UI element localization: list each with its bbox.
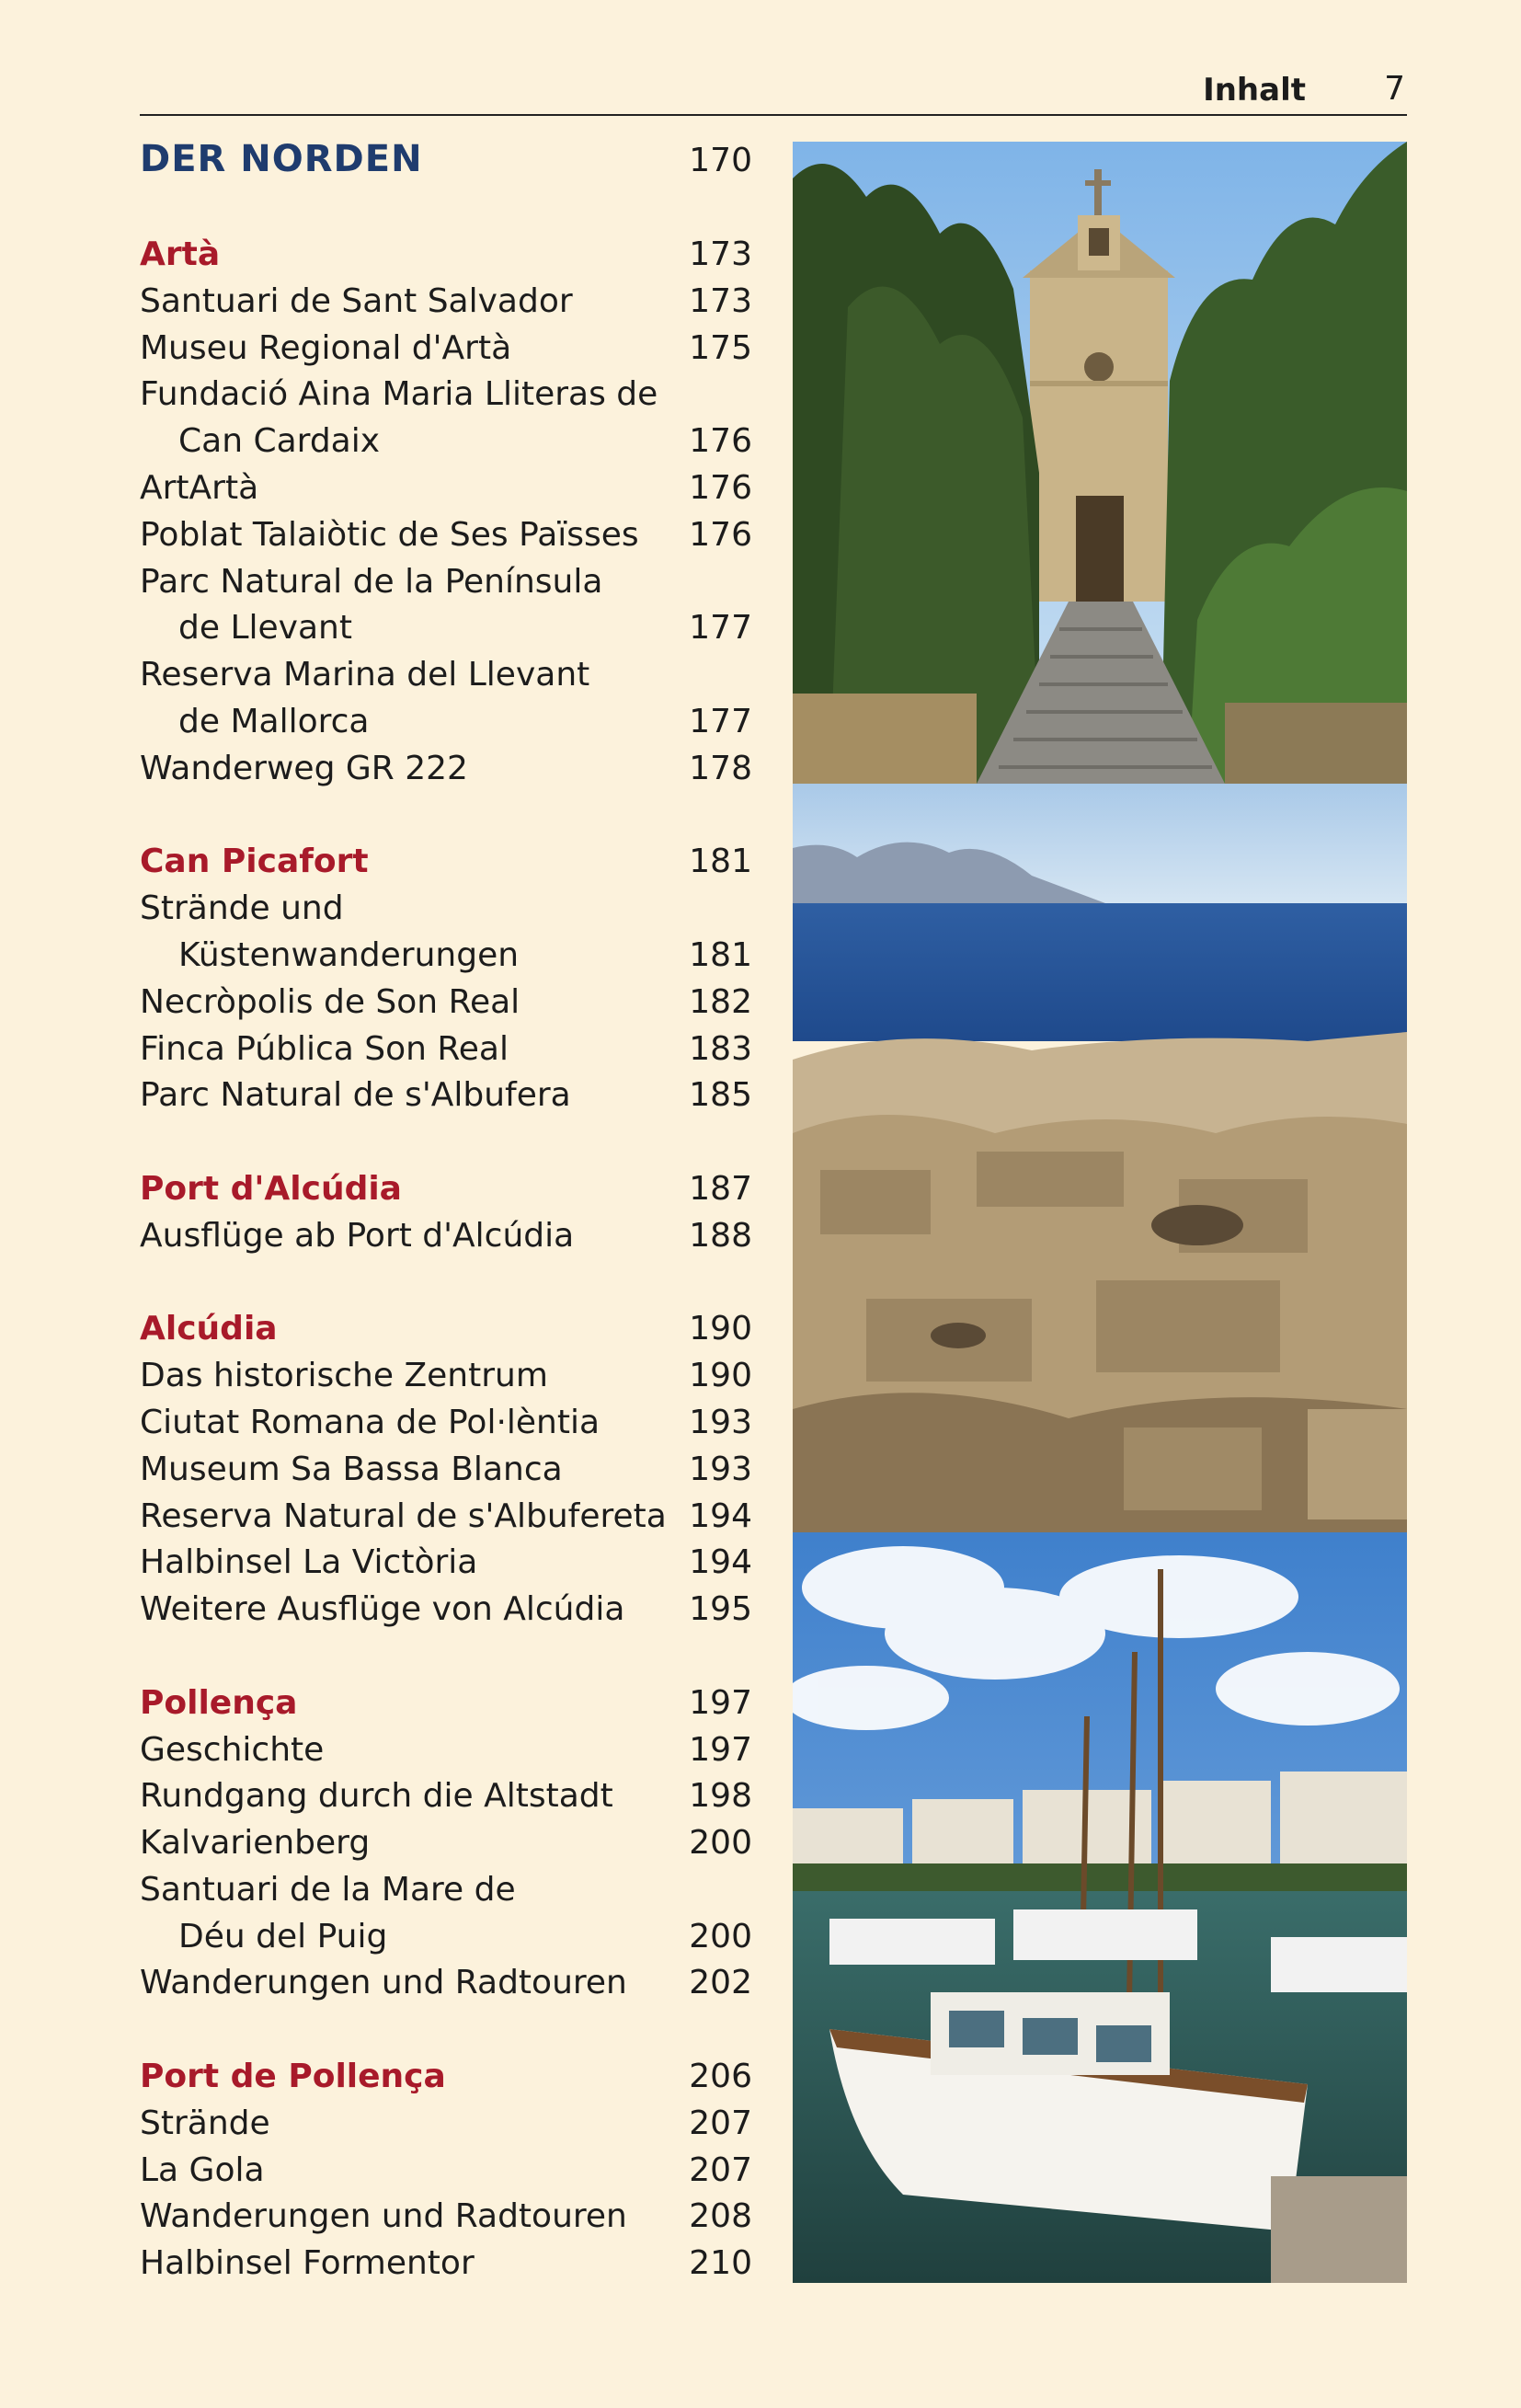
entry-page: 193 [689, 1450, 752, 1488]
toc-chapter-heading[interactable] [140, 1166, 752, 1213]
entry-title: Küstenwanderungen [178, 935, 520, 974]
entry-page: 178 [689, 749, 752, 787]
chapter-title: Artà [140, 235, 221, 273]
entry-title: ArtArtà [140, 468, 259, 507]
chapter-title: Pollença [140, 1683, 298, 1722]
photo-harbor-boats [793, 1532, 1407, 2283]
toc-chapter-heading[interactable] [140, 1306, 752, 1353]
entry-page: 197 [689, 1730, 752, 1769]
entry-page: 177 [689, 609, 752, 648]
toc-entry[interactable] [140, 1960, 752, 2007]
table-of-contents [140, 232, 752, 2334]
entry-page: 193 [689, 1403, 752, 1441]
entry-title: Wanderungen und Radtouren [140, 1964, 627, 2002]
entry-page: 175 [689, 328, 752, 367]
chapter-title: Alcúdia [140, 1310, 278, 1348]
chapter-title: Port d'Alcúdia [140, 1169, 402, 1208]
entry-title: Can Cardaix [178, 422, 381, 461]
entry-page: 200 [689, 1824, 752, 1863]
toc-entry[interactable] [140, 1447, 752, 1494]
toc-entry[interactable] [140, 1773, 752, 1820]
toc-entry[interactable] [140, 1400, 752, 1447]
entry-page: 207 [689, 2104, 752, 2142]
entry-page: 181 [689, 935, 752, 974]
toc-entry[interactable] [140, 886, 752, 933]
entry-title: Rundgang durch die Altstadt [140, 1777, 613, 1816]
entry-page: 207 [689, 2150, 752, 2189]
entry-title: Fundació Aina Maria Lliteras de [140, 375, 658, 414]
toc-entry[interactable] [140, 2194, 752, 2241]
toc-chapter-heading[interactable] [140, 232, 752, 279]
toc-entry[interactable] [140, 372, 752, 419]
entry-title: La Gola [140, 2150, 265, 2189]
entry-page: 208 [689, 2197, 752, 2236]
entry-page: 176 [689, 422, 752, 461]
entry-title: Kalvarienberg [140, 1824, 371, 1863]
toc-chapter-heading[interactable] [140, 2054, 752, 2101]
entry-page: 190 [689, 1357, 752, 1395]
entry-title: de Mallorca [178, 702, 370, 740]
toc-group [140, 232, 752, 793]
toc-group [140, 1166, 752, 1260]
chapter-page: 206 [689, 2058, 752, 2096]
entry-title: Santuari de Sant Salvador [140, 281, 573, 320]
entry-title: Necròpolis de Son Real [140, 982, 520, 1021]
toc-group [140, 1680, 752, 2008]
toc-chapter-heading[interactable] [140, 839, 752, 886]
entry-page: 177 [689, 702, 752, 740]
entry-page: 183 [689, 1029, 752, 1068]
entry-page: 195 [689, 1590, 752, 1629]
entry-title: Das historische Zentrum [140, 1357, 548, 1395]
toc-entry[interactable] [140, 1353, 752, 1400]
entry-page: 173 [689, 281, 752, 320]
toc-entry[interactable] [140, 1914, 752, 1961]
toc-entry[interactable] [140, 326, 752, 373]
header-label: Inhalt [1203, 72, 1306, 109]
chapter-page: 187 [689, 1169, 752, 1208]
toc-entry[interactable] [140, 933, 752, 980]
toc-entry[interactable] [140, 1213, 752, 1260]
chapter-page: 190 [689, 1310, 752, 1348]
header-page-number: 7 [1384, 70, 1405, 108]
section-title: DER NORDEN [140, 138, 423, 180]
section-heading [140, 138, 752, 180]
entry-title: Ciutat Romana de Pol·lèntia [140, 1403, 600, 1441]
toc-entry[interactable] [140, 980, 752, 1026]
entry-title: Wanderweg GR 222 [140, 749, 468, 787]
entry-title: Geschichte [140, 1730, 325, 1769]
entry-title: de Llevant [178, 609, 352, 648]
entry-title: Poblat Talaiòtic de Ses Païsses [140, 515, 639, 554]
entry-page: 200 [689, 1917, 752, 1955]
toc-entry[interactable] [140, 652, 752, 699]
entry-title: Museu Regional d'Artà [140, 328, 512, 367]
entry-page: 188 [689, 1216, 752, 1255]
entry-title: Parc Natural de la Península [140, 562, 603, 601]
entry-title: Santuari de la Mare de [140, 1870, 516, 1909]
entry-title: Weitere Ausflüge von Alcúdia [140, 1590, 625, 1629]
chapter-page: 173 [689, 235, 752, 273]
toc-entry[interactable] [140, 2148, 752, 2195]
toc-entry[interactable] [140, 1587, 752, 1634]
entry-title: Déu del Puig [178, 1917, 388, 1955]
toc-entry[interactable] [140, 1072, 752, 1119]
toc-entry[interactable] [140, 1026, 752, 1073]
chapter-title: Port de Pollença [140, 2058, 446, 2096]
toc-entry[interactable] [140, 699, 752, 746]
toc-entry[interactable] [140, 419, 752, 465]
entry-title: Halbinsel Formentor [140, 2244, 475, 2283]
toc-entry[interactable] [140, 465, 752, 512]
entry-page: 176 [689, 468, 752, 507]
entry-page: 194 [689, 1496, 752, 1535]
entry-page: 185 [689, 1076, 752, 1115]
entry-page: 198 [689, 1777, 752, 1816]
entry-page: 182 [689, 982, 752, 1021]
toc-group [140, 2054, 752, 2288]
toc-entry[interactable] [140, 1540, 752, 1587]
toc-entry[interactable] [140, 1727, 752, 1774]
toc-entry[interactable] [140, 746, 752, 793]
toc-group [140, 1306, 752, 1634]
entry-title: Strände und [140, 889, 344, 928]
entry-page: 210 [689, 2244, 752, 2283]
entry-title: Halbinsel La Victòria [140, 1543, 478, 1582]
toc-entry[interactable] [140, 279, 752, 326]
toc-entry[interactable] [140, 1494, 752, 1541]
toc-group [140, 839, 752, 1119]
chapter-page: 197 [689, 1683, 752, 1722]
toc-chapter-heading[interactable] [140, 1680, 752, 1727]
entry-title: Ausflüge ab Port d'Alcúdia [140, 1216, 575, 1255]
toc-entry[interactable] [140, 512, 752, 559]
toc-entry[interactable] [140, 605, 752, 652]
entry-title: Museum Sa Bassa Blanca [140, 1450, 563, 1488]
entry-title: Parc Natural de s'Albufera [140, 1076, 571, 1115]
toc-entry[interactable] [140, 1820, 752, 1867]
photo-chapel-cypress-path [793, 142, 1407, 784]
entry-title: Strände [140, 2104, 270, 2142]
entry-title: Wanderungen und Radtouren [140, 2197, 627, 2236]
toc-entry[interactable] [140, 2241, 752, 2288]
section-page: 170 [689, 142, 752, 179]
entry-title: Finca Pública Son Real [140, 1029, 509, 1068]
entry-page: 194 [689, 1543, 752, 1582]
entry-title: Reserva Marina del Llevant [140, 656, 590, 694]
entry-title: Reserva Natural de s'Albufereta [140, 1496, 667, 1535]
running-header [140, 68, 1407, 116]
entry-page: 176 [689, 515, 752, 554]
photo-rocky-coast-sea [793, 784, 1407, 1532]
toc-entry[interactable] [140, 559, 752, 606]
toc-entry[interactable] [140, 1867, 752, 1914]
chapter-page: 181 [689, 843, 752, 881]
chapter-title: Can Picafort [140, 843, 369, 881]
toc-entry[interactable] [140, 2101, 752, 2148]
entry-page: 202 [689, 1964, 752, 2002]
